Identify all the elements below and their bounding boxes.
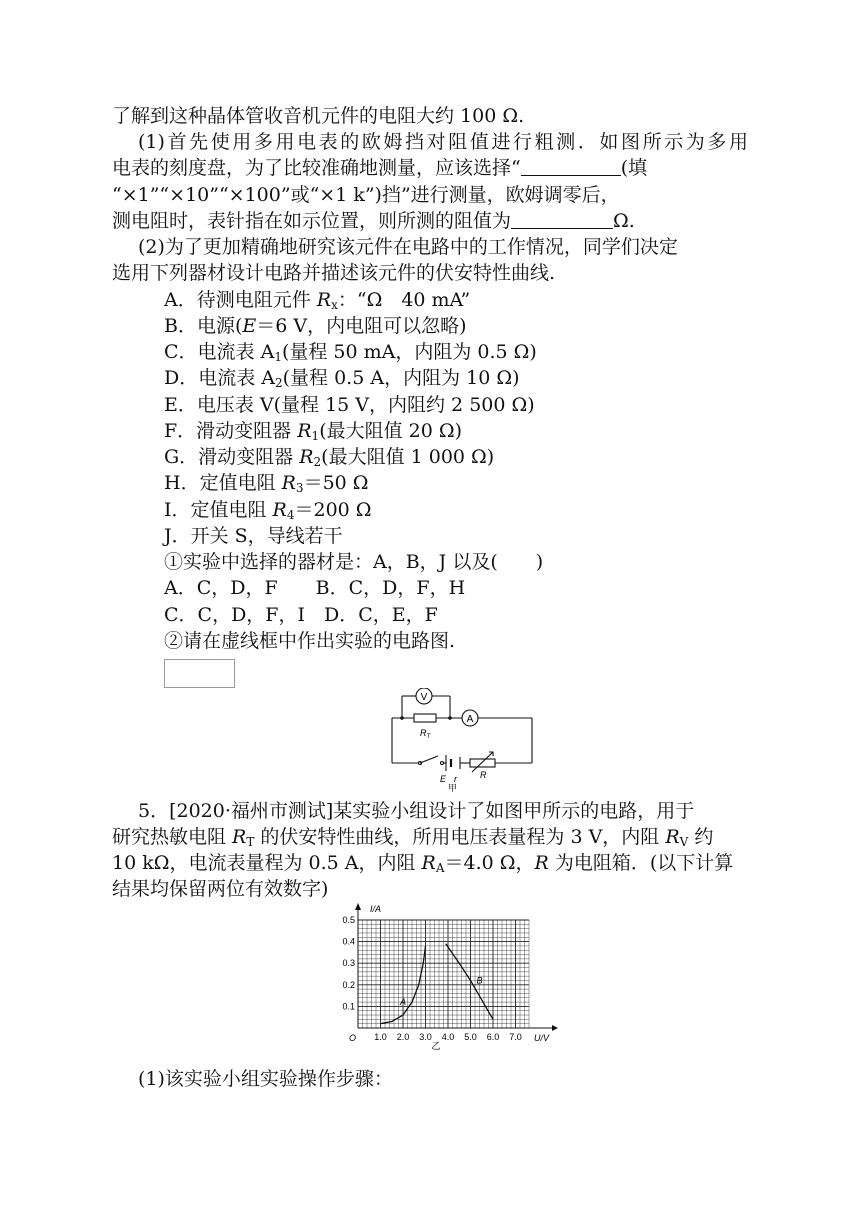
part1-line4-text: 测电阻时，表针指在如示位置，则所测的阻值为 <box>112 210 512 232</box>
y-tick-label: 0.5 <box>342 915 355 925</box>
equipment-i-sub: 4 <box>286 508 295 522</box>
r-symbol: R <box>534 852 549 874</box>
equipment-c-spec: (量程 50 mA，内阻为 0.5 Ω) <box>281 341 537 363</box>
circuit-caption: 甲 <box>448 783 458 792</box>
x-tick-label: 3.0 <box>419 1032 432 1042</box>
equipment-c-text: C．电流表 A <box>164 341 275 363</box>
resistance-box-symbol <box>470 752 495 772</box>
x-tick-label: 5.0 <box>464 1032 477 1042</box>
x-tick-label: 4.0 <box>441 1032 455 1042</box>
problem5-line2-text: 研究热敏电阻 <box>112 826 233 848</box>
equipment-h-symbol: R <box>281 472 296 494</box>
range-answer-blank[interactable] <box>521 157 621 176</box>
origin-label: O <box>349 1033 357 1043</box>
problem5-line1: 5．[2020·福州市测试]某实验小组设计了如图甲所示的电路，用于 <box>138 800 695 822</box>
question2-prompt: ②请在虚线框中作出实验的电路图. <box>164 630 456 652</box>
equipment-c-sub: 1 <box>274 350 282 364</box>
circuit-answer-box[interactable] <box>164 659 235 688</box>
y-tick-label: 0.4 <box>342 936 355 947</box>
part2-line2: 选用下列器材设计电路并描述该元件的伏安特性曲线. <box>112 262 556 284</box>
equipment-h-text: H．定值电阻 <box>164 472 282 494</box>
problem5-line3-mid: ＝4.0 Ω， <box>444 852 535 874</box>
y-tick-label: 0.2 <box>342 979 355 990</box>
y-tick-label: 0.3 <box>342 958 355 969</box>
resistance-box-label: R <box>480 770 487 780</box>
part1-line4 <box>112 208 635 234</box>
question1-options-ab: A．C，D，F B．C，D，F，H <box>164 577 466 599</box>
x-tick-label: 2.0 <box>396 1032 410 1042</box>
internal-resistance-label: r <box>454 774 457 784</box>
equipment-a-sub: x <box>331 298 338 312</box>
rt-subscript: T <box>246 835 255 849</box>
problem5-line3-text: 10 kΩ，电流表量程为 0.5 A，内阻 <box>112 852 422 874</box>
equipment-b-spec: ＝6 V，内电阻可以忽略) <box>256 315 467 337</box>
x-axis-label: U/V <box>534 1033 550 1043</box>
x-tick-label: 1.0 <box>374 1032 387 1042</box>
equipment-h-sub: 3 <box>295 481 304 495</box>
part1-line3: “×1”“×10”“×100”或“×1 k”)挡”进行测量，欧姆调零后， <box>112 184 620 206</box>
emf-label: E <box>440 774 447 784</box>
equipment-d-sub: 2 <box>275 376 283 390</box>
y-tick-label: 0.1 <box>342 1001 355 1012</box>
x-tick-label: 6.0 <box>486 1032 500 1042</box>
equipment-a-symbol: R <box>316 289 332 311</box>
x-axis-arrow <box>552 1025 558 1031</box>
part1-line1: (1)首先使用多用电表的欧姆挡对阻值进行粗测．如图所示为多用 <box>138 131 748 153</box>
equipment-j: J．开关 S，导线若干 <box>164 525 343 547</box>
equipment-i-text: I．定值电阻 <box>164 499 273 521</box>
intro-text: 了解到这种晶体管收音机元件的电阻大约 100 Ω. <box>112 105 525 127</box>
part1-line2-text: 电表的刻度盘，为了比较准确地测量，应该选择“ <box>112 157 521 179</box>
equipment-e: E．电压表 V(量程 15 V，内阻约 2 500 Ω) <box>164 394 535 416</box>
equipment-g-sub: 2 <box>313 455 322 469</box>
chart-grid <box>358 920 529 1028</box>
rt-symbol: R <box>232 826 247 848</box>
rv-subscript: V <box>679 835 689 849</box>
equipment-f-symbol: R <box>297 420 312 442</box>
resistance-answer-blank[interactable] <box>511 210 613 229</box>
part1-line2-tail: (填 <box>620 157 648 179</box>
rv-symbol: R <box>665 826 680 848</box>
part1-line2 <box>112 155 647 181</box>
thermistor-symbol <box>414 714 436 722</box>
equipment-a-spec: ：“Ω 40 mA” <box>337 289 471 311</box>
chart-axes <box>355 903 558 1031</box>
switch-symbol <box>419 756 444 765</box>
part-q1-line: (1)该实验小组实验操作步骤： <box>138 1068 393 1090</box>
chart-ticks <box>342 915 521 1042</box>
chart-curves <box>381 944 494 1024</box>
series-line-b <box>446 944 493 1020</box>
series-label-a: A <box>400 997 407 1008</box>
ammeter-label: A <box>466 714 474 725</box>
equipment-b <box>164 313 467 339</box>
equipment-a-text: A．待测电阻元件 <box>164 289 317 311</box>
equipment-b-text: B．电源( <box>164 315 243 337</box>
part1-line4-unit: Ω. <box>613 210 635 232</box>
circuit-diagram <box>380 688 540 792</box>
equipment-g-text: G．滑动变阻器 <box>164 446 300 468</box>
equipment-g-symbol: R <box>299 446 314 468</box>
equipment-f-text: F．滑动变阻器 <box>164 420 298 442</box>
thermistor-label: $R_T$ <box>420 728 431 740</box>
ra-symbol: R <box>421 852 436 874</box>
problem5-line3-tail: 为电阻箱．(以下计算 <box>548 852 734 874</box>
equipment-d-spec: (量程 0.5 A，内阻为 10 Ω) <box>282 367 520 389</box>
question1-prompt: ①实验中选择的器材是：A，B，J 以及( ) <box>164 551 544 573</box>
problem5-line2-tail: 约 <box>688 826 714 848</box>
series-label-b: B <box>476 975 483 986</box>
iv-chart <box>310 900 560 1050</box>
question1-options-cd: C．C，D，F，I D．C，E，F <box>164 604 438 626</box>
equipment-b-symbol: E <box>242 315 257 337</box>
problem5-line2-mid: 的伏安特性曲线，所用电压表量程为 3 V，内阻 <box>254 826 666 848</box>
problem5-line4: 结果均保留两位有效数字) <box>112 878 329 900</box>
equipment-f-sub: 1 <box>311 429 320 443</box>
battery-symbol <box>446 755 460 771</box>
chart-caption: 乙 <box>431 1041 441 1050</box>
equipment-f-spec: (最大阻值 20 Ω) <box>319 420 463 442</box>
y-axis-label: I/A <box>370 904 382 914</box>
equipment-i-spec: ＝200 Ω <box>294 499 372 521</box>
equipment-g-spec: (最大阻值 1 000 Ω) <box>321 446 495 468</box>
x-tick-label: 7.0 <box>509 1032 522 1042</box>
y-axis-arrow <box>355 903 361 910</box>
equipment-d-text: D．电流表 A <box>164 367 275 389</box>
ra-subscript: A <box>435 861 445 875</box>
equipment-h-spec: ＝50 Ω <box>303 472 369 494</box>
equipment-i-symbol: R <box>272 499 287 521</box>
voltmeter-label: V <box>420 692 428 703</box>
part2-line1: (2)为了更加精确地研究该元件在电路中的工作情况，同学们决定 <box>138 236 678 258</box>
